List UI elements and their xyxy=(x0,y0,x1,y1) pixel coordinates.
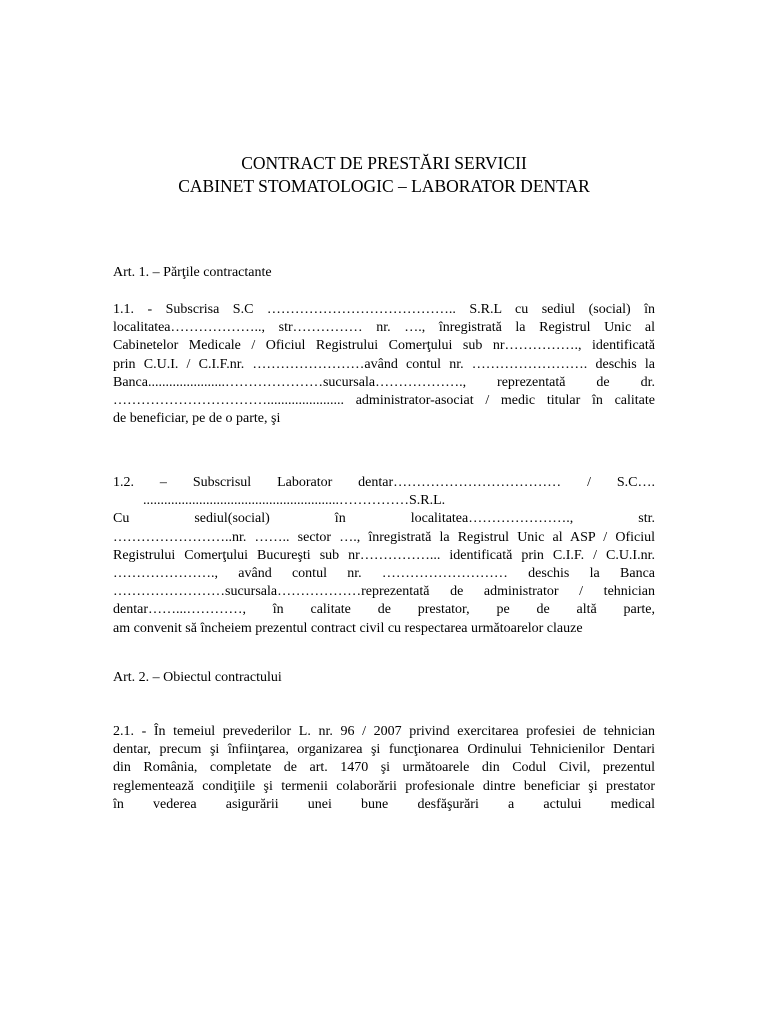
paragraph-2-1-line: reglementează condiţiile şi termenii colaborării profesionale dintre beneficiar şi prestator xyxy=(113,778,655,794)
paragraph-2-1-line: dentar, precum şi înfiinţarea, organizarea şi funcţionarea Ordinului Tehnicienilor Dentari xyxy=(113,742,655,758)
article-2-heading: Art. 2. – Obiectul contractului xyxy=(113,670,282,685)
paragraph-1-1-line: Banca......................…………………sucursala………………., reprezentată de dr. xyxy=(113,374,655,390)
paragraph-2-1 xyxy=(113,723,655,814)
paragraph-1-1-line: prin C.U.I. / C.I.F.nr. ……………………având contul nr. ……………………. deschis la xyxy=(113,356,655,372)
paragraph-2-1-line: în vederea asigurării unei bune desfăşurări a actului medical xyxy=(113,796,655,812)
paragraph-2-1-line: 2.1. - În temeiul prevederilor L. nr. 96 / 2007 privind exercitarea profesiei de tehnician xyxy=(113,724,655,739)
paragraph-1-1-line: de beneficiar, pe de o parte, şi xyxy=(113,411,281,427)
paragraph-1-2 xyxy=(113,474,655,638)
paragraph-1-2-line: dentar……...…………, în calitate de prestator, pe de altă parte, xyxy=(113,602,655,618)
paragraph-1-2-line: Registrului Comerţului Bucureşti sub nr……………... identificată prin C.I.F. / C.U.I.nr. xyxy=(113,547,655,563)
paragraph-1-1-line: 1.1. - Subscrisa S.C ………………………………….. S.R.L cu sediul (social) în xyxy=(113,302,655,317)
paragraph-1-2-line: ........................................................……………S.R.L. xyxy=(143,493,446,509)
paragraph-1-2-line: Cu sediul(social) în localitatea…………………., str. xyxy=(113,511,655,527)
paragraph-1-2-line: ……………………..nr. …….. sector …., înregistrată la Registrul Unic al ASP / Oficiul xyxy=(113,529,655,545)
article-1-heading: Art. 1. – Părţile contractante xyxy=(113,265,272,280)
document-title-line-1: CONTRACT DE PRESTĂRI SERVICII xyxy=(241,153,527,173)
paragraph-1-2-line: am convenit să încheiem prezentul contract civil cu respectarea următoarelor clauze xyxy=(113,620,583,636)
paragraph-1-1-line: ……………………………...................... administrator-asociat / medic titular în calitate xyxy=(113,392,655,408)
paragraph-1-2-line: 1.2. – Subscrisul Laborator dentar……………………………… / S.C…. xyxy=(113,475,655,490)
paragraph-1-1 xyxy=(113,301,655,428)
document-title-line-2: CABINET STOMATOLOGIC – LABORATOR DENTAR xyxy=(178,176,590,196)
paragraph-2-1-line: din România, completate de art. 1470 şi următoarele din Codul Civil, prezentul xyxy=(113,760,655,776)
paragraph-1-1-line: Cabinetelor Medicale / Oficiul Registrului Comerţului sub nr……………., identificată xyxy=(113,338,655,354)
paragraph-1-1-line: localitatea……………….., str…………… nr. …., înregistrată la Registrul Unic al xyxy=(113,320,655,336)
paragraph-1-2-line: ……………………sucursala………………reprezentată de administrator / tehnician xyxy=(113,584,655,600)
paragraph-1-2-line: …………………., având contul nr. ……………………… deschis la Banca xyxy=(113,565,655,581)
